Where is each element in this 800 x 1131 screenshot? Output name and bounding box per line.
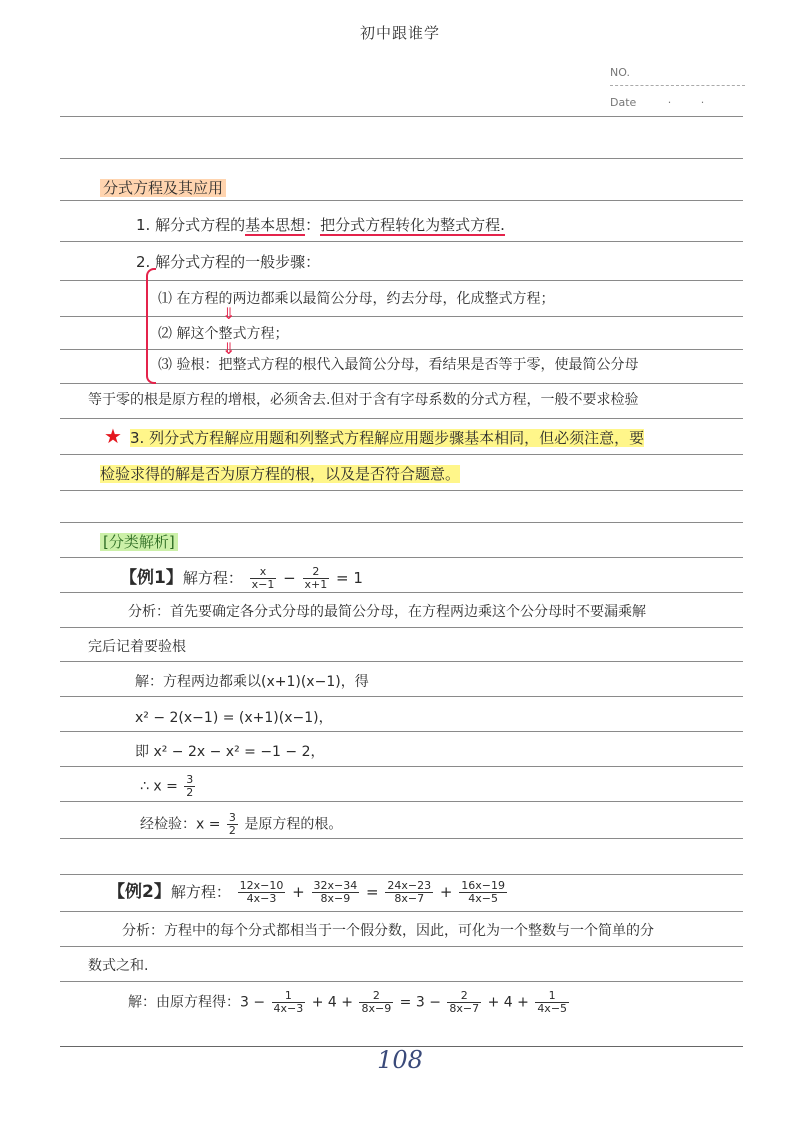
example-1-solution-2: x² − 2(x−1) = (x+1)(x−1)，: [135, 710, 333, 726]
fraction-numerator: 1: [535, 990, 569, 1003]
ruled-line: [60, 316, 743, 317]
fraction-numerator: 32x−34: [313, 879, 358, 892]
ruled-line: [60, 731, 743, 732]
example-1-analysis: 分析：首先要确定各分式分母的最简公分母，在方程两边乘这个公分母时不要漏乘解: [128, 604, 646, 620]
step-3: ⑶ 验根：把整式方程的根代入最简公分母，看结果是否等于零，使最简公分母: [158, 357, 639, 373]
fraction: [535, 990, 569, 1015]
fraction: [385, 880, 433, 905]
fraction: [184, 774, 195, 799]
example-1-solution-3: 即 x² − 2x − x² = −1 − 2，: [135, 744, 325, 760]
point-1-tail: 把分式方程转化为整式方程.: [320, 216, 505, 234]
check-suffix: 是原方程的根。: [244, 816, 343, 833]
page-number: 108: [377, 1046, 423, 1074]
point-1: [136, 215, 505, 235]
equals-sign: =: [366, 883, 379, 901]
page-header-title: 初中跟谁学: [359, 24, 440, 42]
example-2-analysis: 分析：方程中的每个分式都相当于一个假分数，因此，可化为一个整数与一个简单的分: [122, 923, 654, 939]
point-2: 2. 解分式方程的一般步骤：: [136, 253, 321, 271]
ruled-line: [60, 383, 743, 384]
classified-analysis-title: [100, 532, 178, 552]
example-1-solution-4: [140, 774, 197, 799]
date-separator: ·: [700, 96, 705, 109]
check-prefix: 经检验：x =: [140, 816, 221, 833]
fraction: [303, 566, 330, 591]
section-title: [100, 178, 226, 198]
example-1-solution-5: [140, 812, 342, 837]
fraction: [250, 566, 277, 591]
plus-sign: +: [292, 883, 305, 901]
example-2-prompt: 解方程：: [170, 883, 231, 901]
fraction: [238, 880, 286, 905]
fraction: [227, 812, 238, 837]
example-1-problem: [120, 566, 363, 591]
point-1-prefix: 1. 解分式方程的: [136, 216, 246, 234]
fraction-numerator: 24x−23: [387, 879, 432, 892]
example-1-label: 【例1】: [120, 568, 183, 588]
step-1: ⑴ 在方程的两边都乘以最简公分母，约去分母，化成整式方程；: [158, 291, 555, 307]
fraction-numerator: 12x−10: [239, 879, 284, 892]
ruled-line: [60, 801, 743, 802]
equals-one: = 1: [336, 569, 363, 587]
example-2-label: 【例2】: [108, 882, 171, 902]
solution-plus-four: + 4 +: [311, 994, 354, 1011]
ruled-line: [60, 592, 743, 593]
fraction-numerator: x: [250, 566, 277, 579]
point-3-line-1: [130, 428, 644, 448]
fraction-denominator: 8x−7: [394, 892, 425, 905]
fraction: [272, 990, 306, 1015]
plus-sign: +: [439, 883, 453, 901]
section-title-text: 分式方程及其应用: [100, 179, 226, 197]
classified-analysis-text: [分类解析]: [100, 533, 178, 551]
solution-prefix: 解：由原方程得：3 −: [128, 994, 266, 1011]
no-field-line: [610, 85, 745, 86]
fraction: [447, 990, 481, 1015]
fraction-denominator: 8x−7: [449, 1002, 480, 1015]
ruled-line: [60, 557, 743, 558]
fraction: [459, 880, 507, 905]
ruled-line: [60, 838, 743, 839]
ruled-line: [60, 200, 743, 201]
minus-sign: −: [283, 569, 296, 587]
fraction-numerator: 16x−19: [461, 879, 505, 892]
example-1-analysis-cont: 完后记着要验根: [88, 639, 186, 655]
example-1-prompt: 解方程：: [182, 569, 243, 587]
fraction-denominator: 8x−9: [320, 892, 351, 905]
ruled-line: [60, 627, 743, 628]
fraction-numerator: 3: [186, 773, 194, 786]
solution-equals: = 3 −: [399, 994, 441, 1011]
date-separator: ·: [667, 96, 672, 109]
ruled-line: [60, 116, 743, 117]
fraction-denominator: 4x−5: [537, 1002, 568, 1015]
fraction: [359, 990, 393, 1015]
fraction-denominator: 4x−3: [246, 892, 277, 905]
fraction-denominator: 4x−5: [468, 892, 498, 905]
point-1-keyword: 基本思想: [245, 216, 306, 234]
fraction-numerator: 2: [303, 566, 330, 579]
point-1-colon: ：: [305, 216, 321, 234]
ruled-line: [60, 946, 743, 947]
solution-plus-four: + 4 +: [487, 994, 529, 1011]
point-3-text-2: 检验求得的解是否为原方程的根，以及是否符合题意。: [100, 465, 461, 483]
example-1-solution-1: 解：方程两边都乘以(x+1)(x−1)，得: [135, 674, 369, 690]
ruled-line: [60, 349, 743, 350]
fraction-numerator: 1: [272, 990, 306, 1003]
point-3-line-2: [100, 464, 460, 484]
example-2-problem: [108, 880, 509, 905]
no-label: NO.: [610, 66, 630, 79]
example-2-solution: [128, 990, 571, 1015]
fraction-denominator: x+1: [304, 578, 328, 591]
ruled-line: [60, 766, 743, 767]
step-2: ⑵ 解这个整式方程；: [158, 326, 289, 342]
therefore-x: ∴ x =: [140, 778, 178, 795]
ruled-line: [60, 696, 743, 697]
fraction: [312, 880, 360, 905]
ruled-line: [60, 522, 743, 523]
fraction-denominator: 2: [186, 786, 194, 799]
ruled-line: [60, 981, 743, 982]
ruled-line: [60, 661, 743, 662]
ruled-line: [60, 158, 743, 159]
example-2-analysis-cont: 数式之和.: [88, 958, 149, 974]
date-label: Date: [610, 96, 637, 109]
ruled-line: [60, 911, 743, 912]
ruled-line: [60, 874, 743, 875]
down-arrow-icon: ⇓: [222, 339, 236, 358]
fraction-numerator: 2: [359, 990, 393, 1003]
fraction-denominator: 8x−9: [361, 1002, 392, 1015]
step-3-continued: 等于零的根是原方程的增根，必须舍去.但对于含有字母系数的分式方程，一般不要求检验: [88, 392, 639, 408]
date-row: [610, 96, 704, 109]
ruled-line: [60, 241, 743, 242]
star-icon: ★: [104, 424, 122, 448]
steps-brace: [146, 268, 156, 384]
ruled-line: [60, 280, 743, 281]
ruled-line: [60, 490, 743, 491]
fraction-denominator: 4x−3: [273, 1002, 304, 1015]
fraction-denominator: 2: [228, 824, 236, 837]
point-3-text-1: 3. 列分式方程解应用题和列整式方程解应用题步骤基本相同，但必须注意，要: [130, 429, 645, 447]
ruled-line: [60, 454, 743, 455]
ruled-line: [60, 418, 743, 419]
fraction-numerator: 2: [447, 990, 481, 1003]
down-arrow-icon: ⇓: [222, 304, 236, 323]
fraction-numerator: 3: [228, 811, 236, 824]
fraction-denominator: x−1: [251, 578, 275, 591]
